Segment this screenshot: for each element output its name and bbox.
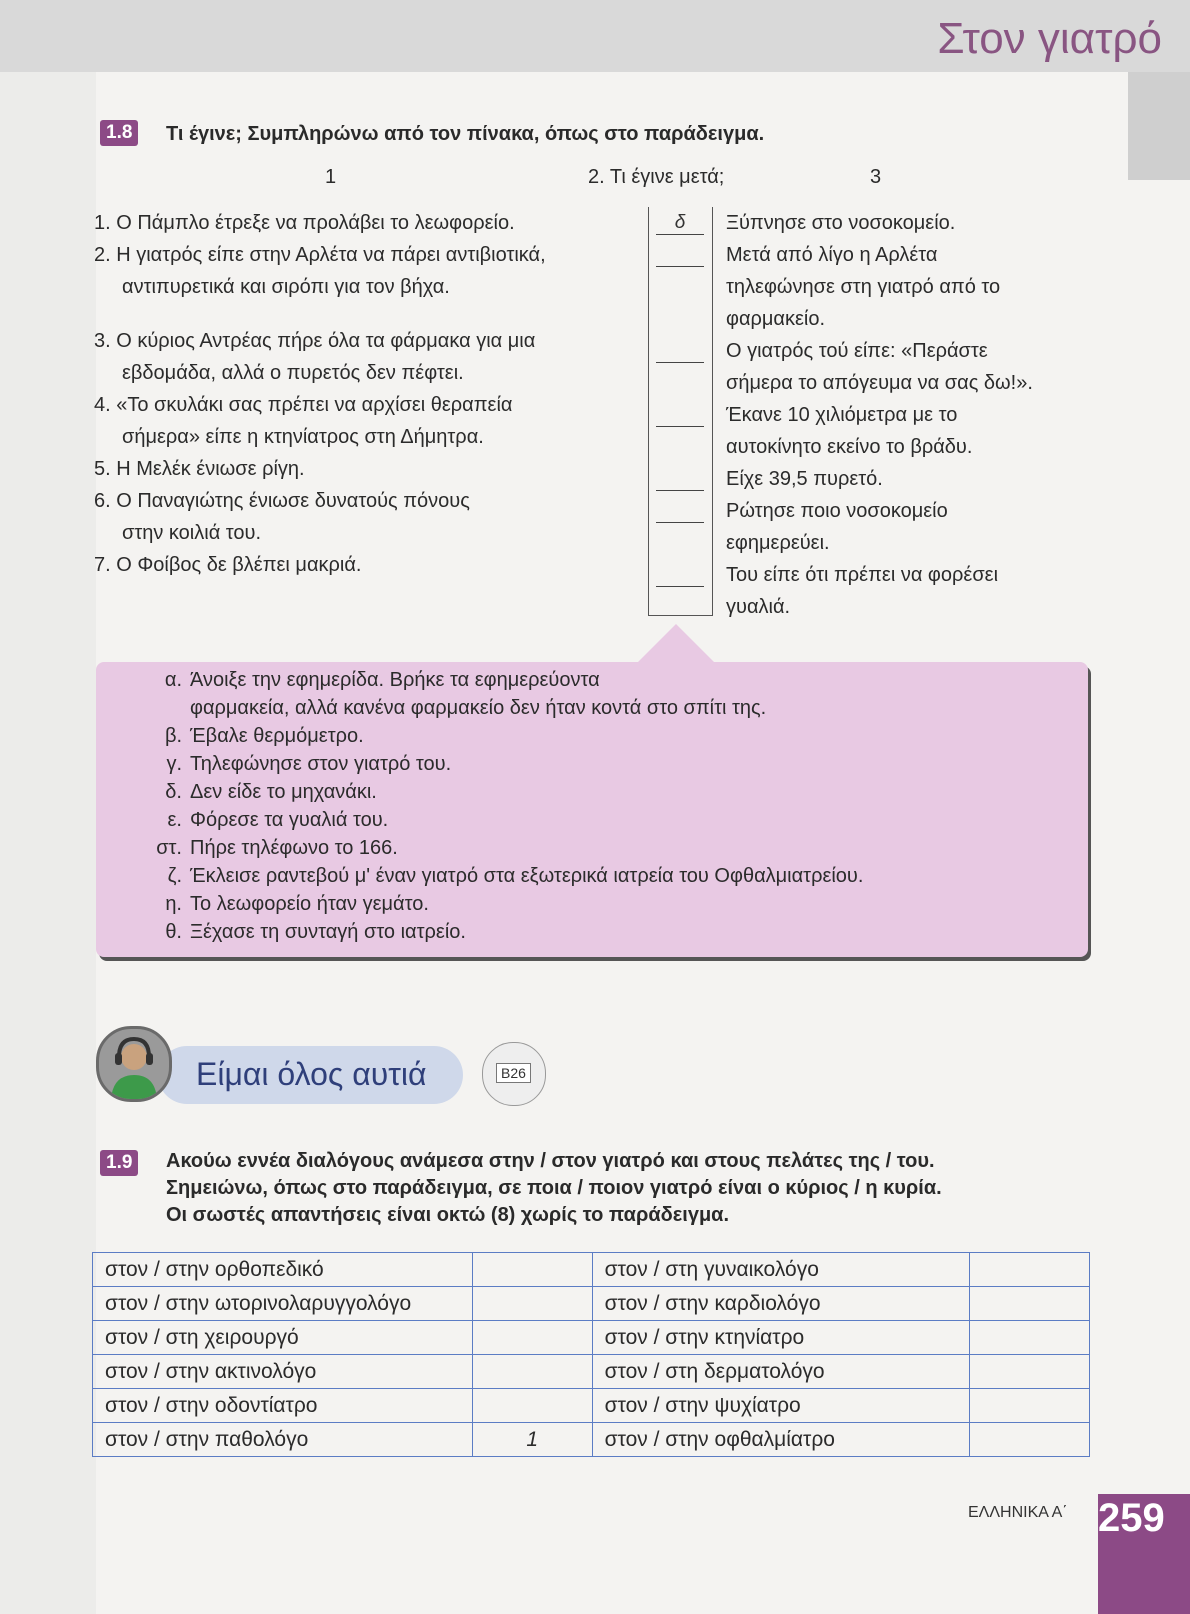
headphones-person-icon [99, 1029, 169, 1099]
doctor-option: στον / στη γυναικολόγο [592, 1253, 970, 1287]
outcome-line: τηλεφώνησε στη γιατρό από το [726, 276, 1001, 298]
outcome-line: Του είπε ότι πρέπει να φορέσει [726, 564, 999, 586]
answer-blank-2[interactable] [656, 244, 704, 267]
situation-line: 2. Η γιατρός είπε στην Αρλέτα να πάρει αντιβιοτικά, [94, 244, 546, 266]
doctor-option: στον / στην καρδιολόγο [592, 1287, 970, 1321]
page-number: 259 [1098, 1496, 1165, 1540]
situation-line: στην κοιλιά του. [122, 522, 262, 544]
doctor-option: στον / στην κτηνίατρο [592, 1321, 970, 1355]
options-pointer [636, 624, 716, 664]
answer-cell[interactable] [472, 1321, 592, 1355]
outcomes-list [726, 207, 1033, 623]
table-row [93, 1287, 1090, 1321]
answer-blank-1: δ [656, 212, 704, 235]
answer-blank-3[interactable] [656, 340, 704, 363]
situation-line: 3. Ο κύριος Αντρέας πήρε όλα τα φάρμακα για μια [94, 330, 536, 352]
situation-line: εβδομάδα, αλλά ο πυρετός δεν πέφτει. [122, 362, 464, 384]
doctor-option: στον / στην ακτινολόγο [93, 1355, 473, 1389]
listener-avatar [96, 1026, 172, 1102]
outcome-line: σήμερα το απόγευμα να σας δω!». [726, 372, 1033, 394]
answer-cell[interactable] [472, 1355, 592, 1389]
answer-cell[interactable] [970, 1355, 1090, 1389]
answer-cell[interactable] [472, 1253, 592, 1287]
exercise-number: 1.9 [100, 1150, 138, 1176]
situation-line: 1. Ο Πάμπλο έτρεξε να προλάβει το λεωφορείο. [94, 212, 515, 234]
doctor-option: στον / στην οφθαλμίατρο [592, 1423, 970, 1457]
situation-line: 4. «Το σκυλάκι σας πρέπει να αρχίσει θεραπεία [94, 394, 513, 416]
exercise-number: 1.8 [100, 120, 138, 146]
outcome-line: αυτοκίνητο εκείνο το βράδυ. [726, 436, 973, 458]
left-margin-strip [0, 72, 96, 1614]
answer-cell[interactable] [970, 1287, 1090, 1321]
doctor-option: στον / στην ωτορινολαρυγγολόγο [93, 1287, 473, 1321]
outcome-line: Είχε 39,5 πυρετό. [726, 468, 883, 490]
doctor-option: στον / στη χειρουργό [93, 1321, 473, 1355]
doctor-option: στον / στην ορθοπεδικό [93, 1253, 473, 1287]
answer-cell[interactable] [970, 1321, 1090, 1355]
answer-blank-5[interactable] [656, 468, 704, 491]
outcome-line: Μετά από λίγο η Αρλέτα [726, 244, 938, 266]
situation-line: 6. Ο Παναγιώτης ένιωσε δυνατούς πόνους [94, 490, 470, 512]
table-row [93, 1321, 1090, 1355]
answer-cell[interactable] [472, 1287, 592, 1321]
answer-cell[interactable] [970, 1423, 1090, 1457]
answer-cell[interactable] [472, 1389, 592, 1423]
doctor-option: στον / στην οδοντίατρο [93, 1389, 473, 1423]
instruction-line: Σημειώνω, όπως στο παράδειγμα, σε ποια / ποιον γιατρό είναι ο κύριος / η κυρία. [166, 1177, 942, 1199]
outcome-line: Ρώτησε ποιο νοσοκομείο [726, 500, 948, 522]
outcome-line: εφημερεύει. [726, 532, 830, 554]
exercise-title: Τι έγινε; Συμπληρώνω από τον πίνακα, όπως στο παράδειγμα. [166, 123, 765, 145]
situation-line: 5. Η Μελέκ ένιωσε ρίγη. [94, 458, 305, 480]
answer-cell[interactable] [970, 1253, 1090, 1287]
section-title: Είμαι όλος αυτιά [196, 1056, 427, 1092]
instruction-line: Οι σωστές απαντήσεις είναι οκτώ (8) χωρίς το παράδειγμα. [166, 1204, 730, 1226]
chapter-title: Στον γιατρό [937, 14, 1162, 63]
situations-list [94, 207, 546, 581]
column-heading-1: 1 [325, 166, 337, 188]
column-heading-2: 2. Τι έγινε μετά; [588, 166, 725, 188]
answer-blank-7[interactable] [656, 564, 704, 587]
answer-cell[interactable] [970, 1389, 1090, 1423]
table-row [93, 1355, 1090, 1389]
cd-track-label: B26 [496, 1063, 531, 1083]
table-row [93, 1389, 1090, 1423]
doctor-option: στον / στη δερματολόγο [592, 1355, 970, 1389]
instruction-line: Ακούω εννέα διαλόγους ανάμεσα στην / στον γιατρό και στους πελάτες της / του. [166, 1150, 935, 1172]
side-tab [1128, 72, 1190, 180]
answer-blank-6[interactable] [656, 500, 704, 523]
outcome-line: φαρμακείο. [726, 308, 826, 330]
spacer [94, 303, 546, 325]
situation-line: σήμερα» είπε η κτηνίατρος στη Δήμητρα. [122, 426, 484, 448]
table-row [93, 1253, 1090, 1287]
answer-blank-4[interactable] [656, 404, 704, 427]
outcome-line: Ξύπνησε στο νοσοκομείο. [726, 212, 956, 234]
outcome-line: γυαλιά. [726, 596, 791, 618]
outcome-line: Ο γιατρός τού είπε: «Περάστε [726, 340, 988, 362]
exercise-instructions [166, 1148, 942, 1229]
column-heading-3: 3 [870, 166, 882, 188]
table-row [93, 1423, 1090, 1457]
doctors-table [92, 1252, 1090, 1457]
situation-line: 7. Ο Φοίβος δε βλέπει μακριά. [94, 554, 362, 576]
doctor-option: στον / στην παθολόγο [93, 1423, 473, 1457]
answer-cell[interactable]: 1 [472, 1423, 592, 1457]
situation-line: αντιπυρετικά και σιρόπι για τον βήχα. [122, 276, 450, 298]
doctor-option: στον / στην ψυχίατρο [592, 1389, 970, 1423]
outcome-line: Έκανε 10 χιλιόμετρα με το [726, 404, 958, 426]
book-title: ΕΛΛΗΝΙΚΑ Α΄ [968, 1504, 1068, 1521]
